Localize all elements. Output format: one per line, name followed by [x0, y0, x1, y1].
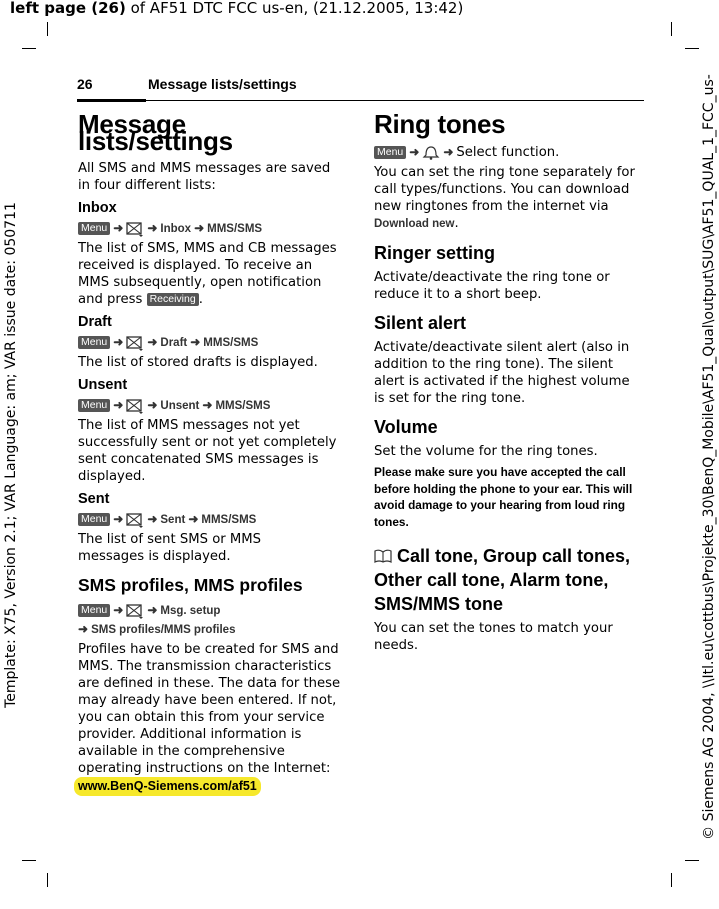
left-column: [78, 109, 346, 796]
arrow-icon: ➜: [147, 398, 158, 412]
envelope-icon: [126, 398, 144, 414]
crop-mark: [671, 873, 672, 887]
unsent-heading: Unsent: [78, 377, 128, 393]
path-step: MMS/SMS: [207, 223, 263, 235]
ringtones-intro: You can set the ring tone separately for call types/functions. You can download new ringtones from the internet via Download new.: [374, 165, 635, 231]
path-step: Msg. setup: [160, 605, 221, 617]
intro-text: All SMS and MMS messages are saved in four different lists:: [78, 161, 331, 193]
sent-text: The list of sent SMS or MMS messages is displayed.: [78, 532, 262, 564]
path-step: MMS/SMS: [201, 514, 257, 526]
arrow-icon: ➜: [188, 512, 199, 526]
arrow-icon: ➜: [147, 221, 158, 235]
arrow-icon: ➜: [113, 221, 124, 235]
arrow-icon: ➜: [147, 335, 158, 349]
arrow-icon: ➜: [147, 512, 158, 526]
menu-softkey: Menu: [78, 222, 110, 235]
path-step: MMS/SMS: [215, 400, 271, 412]
sent-heading: Sent: [78, 491, 110, 507]
copyright-path: © Siemens AG 2004, \\Itl.eu\cottbus\Projekte_30\BenQ_Mobile\AF51_Qual\output\SUG\AF51_QUAL_1_FCC_us-: [701, 74, 717, 840]
ringtones-path: [374, 143, 642, 162]
header-rule-thick: [77, 99, 146, 102]
path-step: Unsent: [160, 400, 200, 412]
inbox-path: [78, 219, 346, 238]
arrow-icon: ➜: [443, 145, 454, 159]
path-text: Select function.: [456, 145, 560, 160]
profiles-path: [78, 601, 346, 639]
envelope-icon: [126, 335, 144, 351]
book-icon: [374, 549, 392, 563]
right-column: [374, 109, 642, 658]
arrow-icon: ➜: [147, 603, 158, 617]
print-header: left page (26) of AF51 DTC FCC us-en, (21.12.2005, 13:42): [10, 0, 464, 17]
arrow-icon: ➜: [190, 335, 201, 349]
crop-mark: [47, 22, 48, 36]
envelope-icon: [126, 221, 144, 237]
calltone-text: You can set the tones to match your needs.: [374, 621, 613, 653]
crop-mark: [685, 860, 699, 861]
download-new-link: Download new: [374, 218, 455, 230]
menu-softkey: Menu: [78, 604, 110, 617]
running-head: [77, 76, 297, 92]
ringer-text: Activate/deactivate the ring tone or reduce it to a short beep.: [374, 270, 610, 302]
page-number: 26: [77, 76, 93, 92]
receiving-softkey: Receiving: [147, 293, 199, 306]
arrow-icon: ➜: [194, 221, 205, 235]
arrow-icon: ➜: [113, 398, 124, 412]
path-step: Draft: [160, 337, 188, 349]
envelope-icon: [126, 512, 144, 528]
draft-path: [78, 333, 346, 352]
path-step: MMS/SMS: [203, 337, 259, 349]
volume-text: Set the volume for the ring tones.: [374, 444, 598, 459]
profiles-heading: SMS profiles, MMS profiles: [78, 575, 303, 595]
inbox-heading: Inbox: [78, 200, 117, 216]
ringtones-title: Ring tones: [374, 109, 506, 139]
draft-heading: Draft: [78, 314, 112, 330]
draft-text: The list of stored drafts is displayed.: [78, 355, 318, 370]
arrow-icon: ➜: [113, 603, 124, 617]
menu-softkey: Menu: [78, 513, 110, 526]
header-rule: [146, 100, 644, 101]
ringer-heading: Ringer setting: [374, 243, 496, 263]
envelope-icon: [126, 603, 144, 619]
arrow-icon: ➜: [113, 512, 124, 526]
path-step: Inbox: [160, 223, 192, 235]
path-step: SMS profiles/MMS profiles: [91, 624, 236, 636]
arrow-icon: ➜: [409, 145, 420, 159]
menu-softkey: Menu: [374, 146, 406, 159]
crop-mark: [22, 860, 36, 861]
section-title: Message lists/settings: [78, 109, 233, 156]
path-step: Sent: [160, 514, 186, 526]
calltone-heading: Call tone, Group call tones, Other call tone, Alarm tone, SMS/MMS tone: [374, 546, 631, 614]
crop-mark: [671, 22, 672, 36]
arrow-icon: ➜: [113, 335, 124, 349]
website-link[interactable]: www.BenQ-Siemens.com/af51: [74, 777, 261, 796]
running-title: Message lists/settings: [148, 76, 297, 92]
sent-path: [78, 510, 346, 529]
volume-heading: Volume: [374, 417, 438, 437]
template-info: Template: X75, Version 2.1; VAR Language: am; VAR issue date: 050711: [3, 202, 19, 708]
crop-mark: [47, 873, 48, 887]
unsent-path: [78, 396, 346, 415]
inbox-text: The list of SMS, MMS and CB messages received is displayed. To receive an MMS subsequently, open notification and press Receiving .: [78, 241, 337, 307]
profiles-text: Profiles have to be created for SMS and MMS. The transmission characteristics are defined in these. The data for these may already have been entered. If not, you can obtain this from your service provider. Additional information is available in the comprehensive operating instructions on the Internet:: [78, 642, 341, 776]
arrow-icon: ➜: [202, 398, 213, 412]
menu-softkey: Menu: [78, 399, 110, 412]
silent-heading: Silent alert: [374, 313, 467, 333]
silent-text: Activate/deactivate silent alert (also in addition to the ring tone). The silent alert is activated if the highest volume is set for the ring tone.: [374, 340, 630, 406]
menu-softkey: Menu: [78, 336, 110, 349]
arrow-icon: ➜: [78, 622, 89, 636]
crop-mark: [685, 48, 699, 49]
warning-text: Please make sure you have accepted the call before holding the phone to your ear. This will avoid damage to your hearing from loud ring tones.: [374, 465, 633, 529]
unsent-text: The list of MMS messages not yet successfully sent or not yet completely sent concatenated SMS messages is displayed.: [78, 418, 337, 484]
bell-icon: [422, 144, 440, 161]
crop-mark: [22, 48, 36, 49]
